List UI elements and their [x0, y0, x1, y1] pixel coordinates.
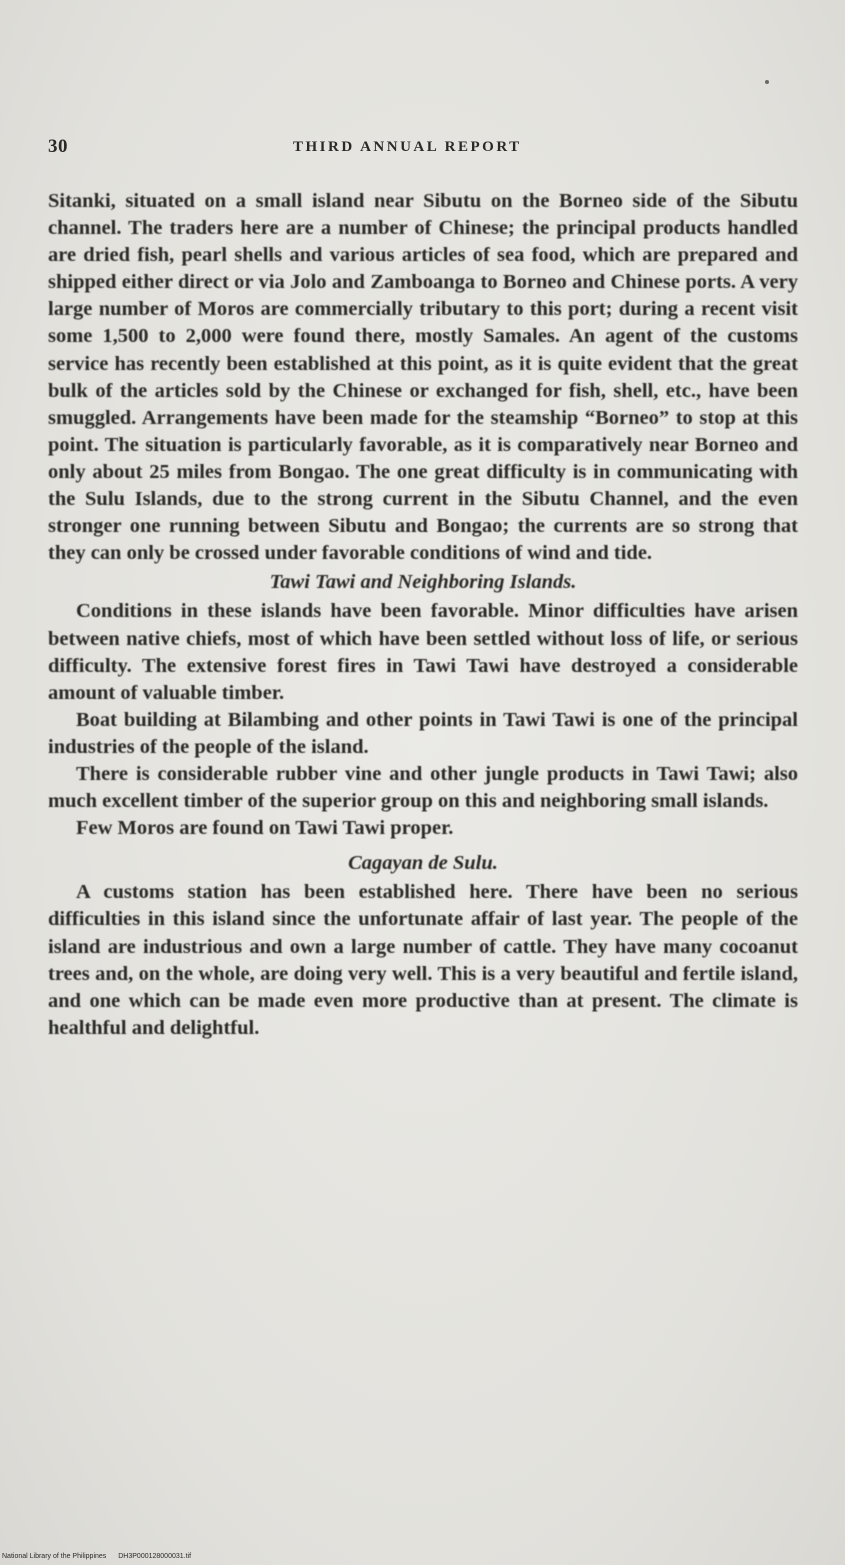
paragraph-rubber-vine: There is considerable rubber vine and other jungle products in Tawi Tawi; also much excellent timber of the superior group on this and neighboring small islands. [48, 762, 798, 813]
page-number: 30 [48, 136, 68, 157]
ink-speck [765, 80, 769, 84]
paragraph-few-moros: Few Moros are found on Tawi Tawi proper. [76, 817, 454, 840]
paragraph-sitanki: Sitanki, situated on a small island near Sibutu on the Borneo side of the Sibutu channel. The traders here are a number of Chinese; the principal products handled are dried fish, pearl shells and various articles of sea food, which are prepared and shipped either direct or via Jolo and Zamboanga to Borneo and Chinese ports. A very large number of Moros are commercially tributary to this port; during a recent visit some 1,500 to 2,000 were found there, mostly Samales. An agent of the customs service has recently been established at this point, as it is quite evident that the great bulk of the articles sold by the Chinese or exchanged for fish, shell, etc., have been smuggled. Arrangements have been made for the steamship “Borneo” to stop at this point. The situation is particularly favorable, as it is comparatively near Borneo and only about 25 miles from Bongao. The one great difficulty is in communicating with the Sulu Islands, due to the strong current in the Sibutu Channel, and the even stronger one running between Sibutu and Bongao; the currents are so strong that they can only be crossed under favorable conditions of wind and tide. [48, 190, 798, 565]
running-title: THIRD ANNUAL REPORT [293, 139, 522, 155]
body-text [48, 188, 798, 1042]
section-heading-cagayan: Cagayan de Sulu. [348, 852, 498, 875]
footer-file-id: DH3P000128000031.tif [118, 1553, 192, 1560]
paragraph-customs-station: A customs station has been established here. There have been no serious difficulties in this island since the unfortunate affair of last year. The people of the island are industrious and own a large number of cattle. They have many cocoanut trees and, on the whole, are doing very well. This is a very beautiful and fertile island, and one which can be made even more productive than at present. The climate is healthful and delightful. [48, 881, 798, 1039]
scan-footer [2, 1553, 201, 1560]
footer-library: National Library of the Philippines [2, 1553, 107, 1560]
section-heading-tawi-tawi: Tawi Tawi and Neighboring Islands. [269, 571, 577, 594]
paragraph-boat-building: Boat building at Bilambing and other points in Tawi Tawi is one of the principal industries of the people of the island. [48, 708, 798, 758]
paragraph-conditions: Conditions in these islands have been favorable. Minor difficulties have arisen between native chiefs, most of which have been settled without loss of life, or serious difficulty. The extensive forest fires in Tawi Tawi have destroyed a considerable amount of valuable timber. [48, 600, 798, 704]
page-header [48, 136, 798, 162]
